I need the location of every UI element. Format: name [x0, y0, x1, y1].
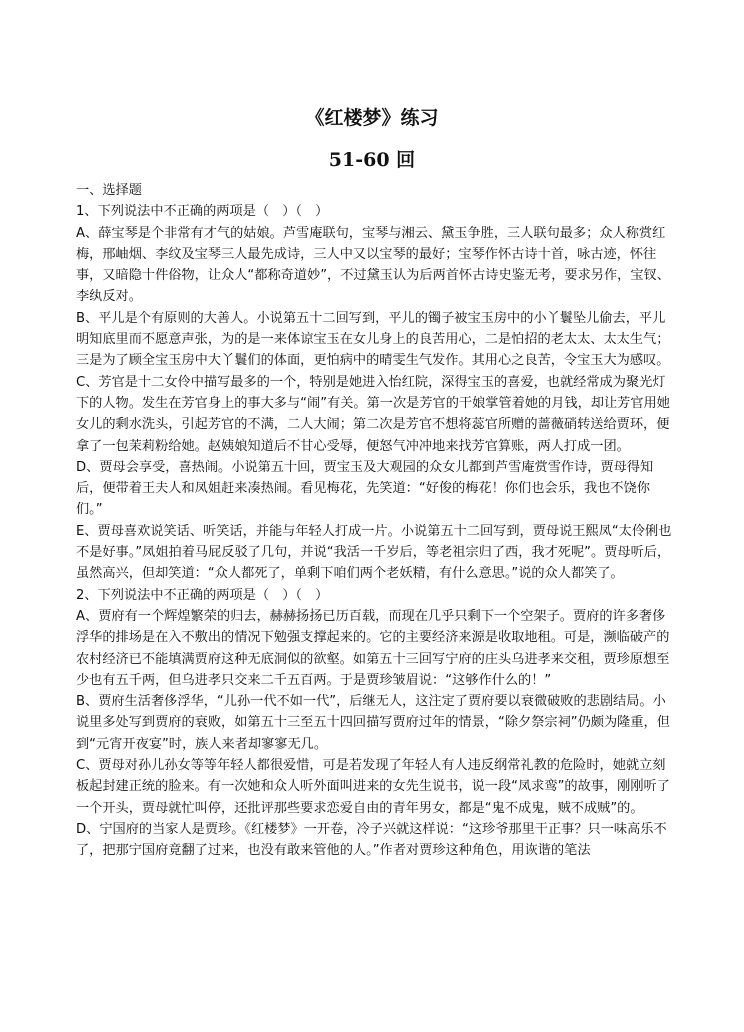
document-title: 《红楼梦》练习	[305, 107, 439, 129]
document-body	[76, 180, 672, 862]
question-1-option-c: C、芳官是十二女伶中描写最多的一个，特别是她进入怡红院，深得宝玉的喜爱，也就经常成为聚光灯下的人物。发生在芳官身上的事大多与“闹”有关。第一次是芳官的干娘掌管着她的月钱，却让芳官用她女儿的剩水洗头，引起芳官的不满，二人大闹；第二次是芳官不想将蕊官所赠的蔷薇硝转送给贾环，便拿了一包茉莉粉给她。赵姨娘知道后不甘心受辱，便怒气冲冲地来找芳官算账，两人打成一团。	[76, 374, 670, 454]
question-1-option-b: B、平儿是个有原则的大善人。小说第五十二回写到，平儿的镯子被宝玉房中的小丫鬟坠儿偷去，平儿明知底里而不愿意声张，为的是一来体谅宝玉在女儿身上的良苦用心，二是怕招的老太太、太太生气；三是为了顾全宝玉房中大丫鬟们的体面，更怕病中的晴雯生气发作。其用心之良苦，令宝玉大为感叹。	[76, 310, 670, 369]
question-1-stem: 1、下列说法中不正确的两项是（ ）（ ）	[76, 204, 329, 220]
question-2-option-d: D、宁国府的当家人是贾珍。《红楼梦》一开卷，冷子兴就这样说：“这珍爷那里干正事？只一味高乐不了，把那宁国府竟翻了过来，也没有敢来管他的人。”作者对贾珍这种角色，用诙谐的笔法	[76, 821, 667, 859]
section-heading: 一、选择题	[76, 183, 142, 198]
question-2-option-a: A、贾府有一个辉煌繁荣的归去，赫赫扬扬已历百载，而现在几乎只剩下一个空架子。贾府的许多奢侈浮华的排场是在入不敷出的情况下勉强支撑起来的。它的主要经济来源是收取地租。可是，濒临破产的农村经济已不能填满贾府这种无底洞似的欲壑。如第五十三回写宁府的庄头乌进孝来交租，贾珍原想至少也有五千两，但乌进孝只交来二千五百两。于是贾珍皱眉说：“这够作什么的！”	[76, 608, 670, 688]
question-1-option-a: A、薛宝琴是个非常有才气的姑娘。芦雪庵联句，宝琴与湘云、黛玉争胜，三人联句最多；众人称赏红梅，邢岫烟、李纹及宝琴三人最先成诗，三人中又以宝琴的最好；宝琴作怀古诗十首，咏古迹，怀往事，又暗隐十件俗物，让众人“都称奇道妙”，不过黛玉认为后两首怀古诗史鉴无考，要求另作，宝钗、李纨反对。	[76, 225, 670, 305]
document-subtitle: 51-60 回	[328, 149, 416, 171]
question-2-stem: 2、下列说法中不正确的两项是（ ）（ ）	[76, 587, 329, 603]
question-1-option-d: D、贾母会享受，喜热闹。小说第五十回，贾宝玉及大观园的众女儿都到芦雪庵赏雪作诗，贾母得知后，便带着王夫人和凤姐赶来凑热闹。看见梅花，先笑道：“好俊的梅花！你们也会乐，我也不饶你们。”	[76, 459, 654, 518]
question-2-option-b: B、贾府生活奢侈浮华，“儿孙一代不如一代”，后继无人，这注定了贾府要以衰微破败的悲剧结局。小说里多处写到贾府的衰败，如第五十三至五十四回描写贾府过年的情景，“除夕祭宗祠”仍颇为隆重，但到“元宵开夜宴”时，族人来者却寥寥无几。	[76, 694, 670, 752]
question-2-option-c: C、贾母对孙儿孙女等等年轻人都很爱惜，可是若发现了年轻人有人违反纲常礼教的危险时，她就立刻板起封建正统的脸来。有一次她和众人听外面叫进来的女先生说书，说一段“凤求鸾”的故事，刚刚听了一个开头，贾母就忙叫停，还批评那些要求恋爱自由的青年男女，都是“鬼不成鬼，贼不成贼”的。	[76, 758, 670, 816]
question-1-option-e: E、贾母喜欢说笑话、听笑话，并能与年轻人打成一片。小说第五十二回写到，贾母说王熙凤“太伶俐也不是好事。”凤姐拍着马屁反驳了几句，并说“我活一千岁后，等老祖宗归了西，我才死呢”。贾母听后，虽然高兴，但却笑道：“众人都死了，单剩下咱们两个老妖精，有什么意思。”说的众人都笑了。	[76, 523, 672, 582]
